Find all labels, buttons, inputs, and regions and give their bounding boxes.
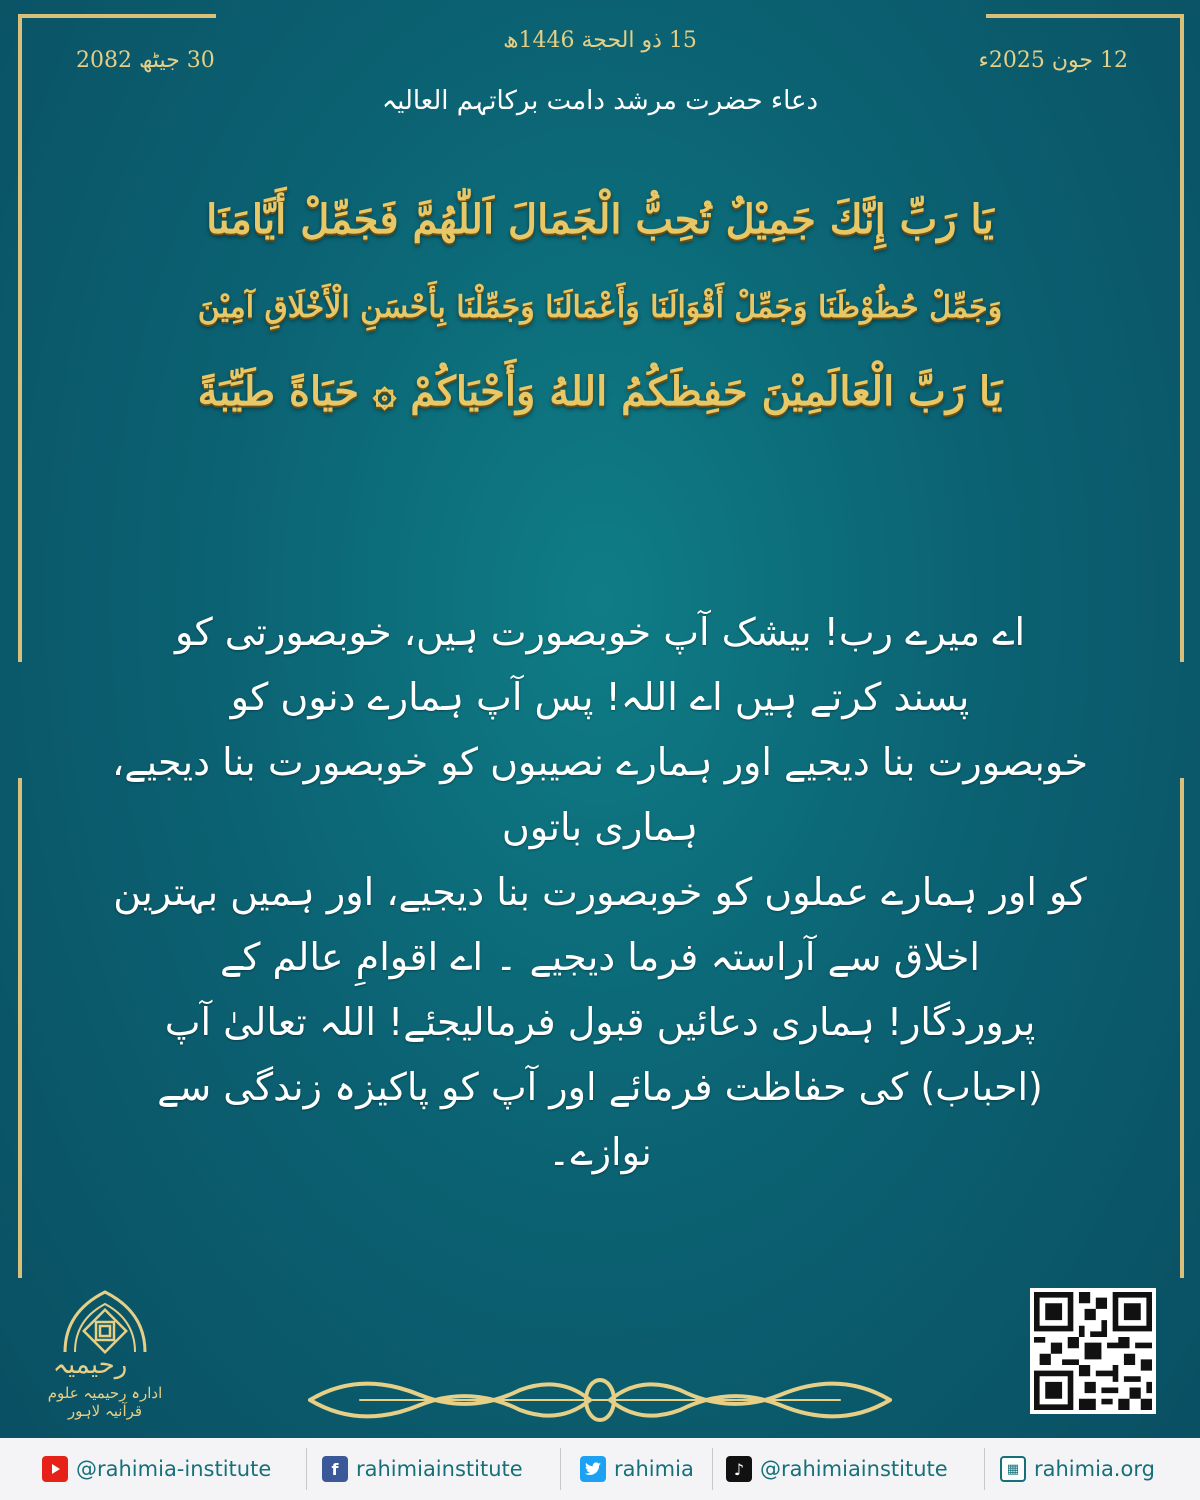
hijri-date: 15 ذو الحجة 1446ھ [503, 28, 697, 53]
frame-top-right [986, 14, 1184, 18]
urdu-line: اخلاق سے آراستہ فرما دیجیے ۔ اے اقوامِ عالم کے [220, 935, 980, 979]
urdu-line: (احباب) کی حفاظت فرمائے اور آپ کو پاکیزہ زندگی سے [157, 1065, 1043, 1109]
footer-divider [560, 1448, 561, 1490]
urdu-line: پروردگار! ہماری دعائیں قبول فرمالیجئے! اللہ تعالیٰ آپ [164, 1000, 1036, 1044]
youtube-handle: @rahimia-institute [76, 1457, 272, 1481]
urdu-line: کو اور ہمارے عملوں کو خوبصورت بنا دیجیے، اور ہمیں بہترین [113, 870, 1087, 914]
logo-title: رحیمیہ [52, 1350, 128, 1380]
twitter-handle: rahimia [614, 1457, 694, 1481]
frame-right-lower [1180, 778, 1184, 1278]
arabic-dua-line-3: يَا رَبَّ الْعَالَمِيْنَ حَفِظَكُمُ اللهُ وَأَحْيَاكُمْ ۞ حَيَاةً طَيِّبَةً [197, 368, 1003, 415]
facebook-icon: f [322, 1456, 348, 1482]
tiktok-handle: @rahimiainstitute [760, 1457, 948, 1481]
urdu-line: اے میرے رب! بیشک آپ خوبصورت ہیں، خوبصورتی کو [174, 610, 1026, 654]
arabic-dua-line-1: يَا رَبِّ إِنَّكَ جَمِيْلٌ تُحِبُّ الْجَمَالَ اَللّٰهُمَّ فَجَمِّلْ أَيَّامَنَا [206, 196, 994, 243]
frame-left-lower [18, 778, 22, 1278]
footer-youtube[interactable] [42, 1456, 271, 1482]
youtube-icon [42, 1456, 68, 1482]
footer-tiktok[interactable] [726, 1456, 948, 1482]
footer-divider [712, 1448, 713, 1490]
facebook-handle: rahimiainstitute [356, 1457, 523, 1481]
qr-code-icon [1034, 1292, 1152, 1410]
arabic-dua-line-2: وَجَمِّلْ حُظُوْظَنَا وَجَمِّلْ أَقْوَالَنَا وَأَعْمَالَنَا وَجَمِّلْنَا بِأَحْسَنِ الْأَخْلَاقِ آمِيْنَ [197, 290, 1003, 325]
footer-divider [306, 1448, 307, 1490]
footer-twitter[interactable] [580, 1456, 694, 1482]
website-url: rahimia.org [1034, 1457, 1155, 1481]
qr-code[interactable] [1030, 1288, 1156, 1414]
footer-divider [984, 1448, 985, 1490]
twitter-bird-icon [580, 1456, 606, 1482]
ornament-divider-icon [300, 1370, 900, 1430]
globe-grid-icon: ▦ [1000, 1456, 1026, 1482]
gregorian-date: 12 جون 2025ء [978, 48, 1128, 73]
bikrami-date: 30 جیٹھ 2082 [76, 48, 215, 73]
frame-top-left [18, 14, 216, 18]
logo-subtitle: ادارہ رحیمیہ علوم قرآنیہ لاہور [47, 1384, 163, 1420]
page-title: دعاء حضرت مرشد دامت برکاتہم العالیہ [381, 86, 819, 116]
footer-website[interactable] [1000, 1456, 1155, 1482]
tiktok-icon: ♪ [726, 1456, 752, 1482]
footer-facebook[interactable] [322, 1456, 523, 1482]
urdu-translation [90, 600, 1110, 1185]
urdu-line: پسند کرتے ہیں اے اللہ! پس آپ ہمارے دنوں کو [230, 675, 970, 719]
urdu-line: خوبصورت بنا دیجیے اور ہمارے نصیبوں کو خوبصورت بنا دیجیے، ہماری باتوں [112, 740, 1088, 849]
urdu-line: نوازے۔ [548, 1130, 652, 1174]
